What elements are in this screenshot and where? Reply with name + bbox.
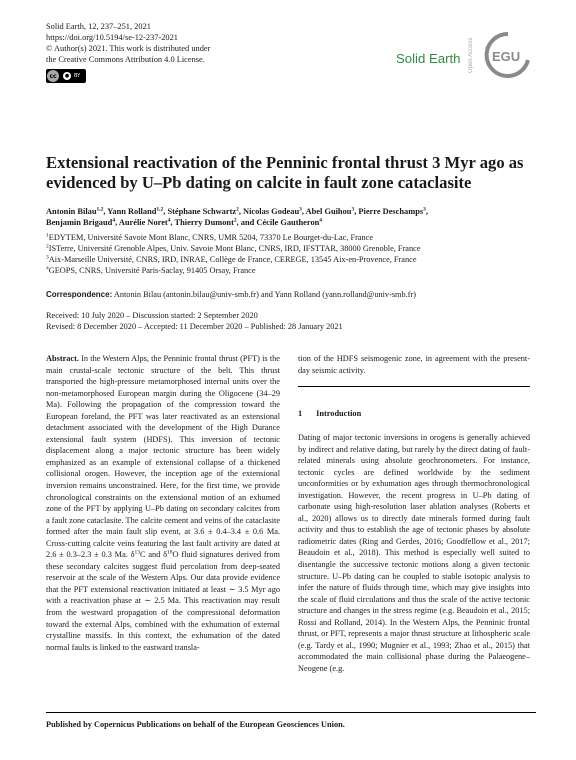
revised-dates: Revised: 8 December 2020 – Accepted: 11 December 2020 – Published: 28 January 2021 [46, 322, 343, 332]
author: Thierry Dumont$^2$, and [174, 217, 257, 227]
author: Antonin Bilau$^{1,2}$, [46, 206, 108, 216]
copyright-line: © Author(s) 2021. This work is distributed under [46, 43, 211, 53]
open-access-label: Open Access [468, 37, 474, 73]
cc-license-badge[interactable] [46, 69, 86, 83]
egu-wordmark: EGU [492, 49, 521, 64]
author: Yann Rolland$^{1,2}$, [107, 206, 168, 216]
correspondence [46, 290, 536, 301]
correspondence-text: Antonin Bilau (antonin.bilau@univ-smb.fr) and Yann Rolland (yann.rolland@univ-smb.fr) [112, 290, 417, 299]
affiliation: $^2$ISTerre, Université Grenoble Alpes, Univ. Savoie Mont Blanc, CNRS, IRD, IFSTTAR, 38000 Grenoble, France [46, 243, 421, 254]
author: Cécile Gautheron$^4$ [256, 217, 323, 227]
cc-icon: cc [46, 69, 60, 83]
by-label: BY [74, 73, 81, 79]
affiliation: $^4$GEOPS, CNRS, Université Paris-Saclay, 91405 Orsay, France [46, 265, 256, 276]
abstract-label: Abstract. [46, 354, 79, 363]
affiliation: $^3$Aix-Marseille Université, CNRS, IRD, INRAE, Collège de France, CEREGE, 13545 Aix-en-Provence, France [46, 254, 417, 265]
abstract-end-rule [298, 386, 530, 387]
publication-dates [46, 310, 343, 332]
author: Benjamin Brigaud$^4$, [46, 217, 119, 227]
affiliation-list [46, 232, 536, 276]
person-icon: ● [64, 73, 70, 79]
doi-link[interactable]: https://doi.org/10.5194/se-12-237-2021 [46, 32, 178, 42]
author: Nicolas Godeau$^3$, [243, 206, 306, 216]
journal-citation: Solid Earth, 12, 237–251, 2021 [46, 22, 151, 31]
author: Abel Guihou$^3$, [305, 206, 359, 216]
author-list [46, 207, 536, 229]
received-dates: Received: 10 July 2020 – Discussion started: 2 September 2020 [46, 311, 258, 320]
abstract-continued: tion of the HDFS seismogenic zone, in agreement with the present-day seismic activity. [298, 354, 530, 375]
section-title: Introduction [316, 409, 362, 418]
introduction-text: Dating of major tectonic inversions in orogens is generally achieved by indirect and relative dating, but rarely by the direct dating of fault-related minerals using absolute geochronometers. For instance, tectonic cycles are defined worldwide by the sediment unconformities or by exhumation ages through thermochronological investigation. However, the recent progress in U–Pb dating of carbonate using high-resolution laser ablation analyses (Roberts et al., 2020) allows us to directly date minerals formed during fault activity and thus to establish the age of tectonic phases by absolute radiometric dates (Ring and Gerdes, 2016; Goodfellow et al., 2017; Beaudoin et al., 2018). This method is especially well suited to disentangle the successive tectonic motions along a given tectonic structure. U–Pb dating can be coupled to stable isotopic analysis to infer the nature of fluids through time, which may give insights into the scale of fluid circulations and thus the scale of the active tectonic structure and changes in the stress regime (e.g. Beaudoin et al., 2015; Rossi and Rolland, 2014). In the Western Alps, the Penninic frontal thrust, or PFT, represents a major thrust structure at lithospheric scale (e.g. Tardy et al., 1990; Mugnier et al., 1993; Zhao et al., 2015) that accommodated the main collisional phase during the Palaeogene–Neogene (e.g. [298, 433, 530, 673]
author: Aurélie Noret$^4$, [118, 217, 175, 227]
egu-logo [478, 30, 538, 80]
journal-name: Solid Earth [396, 51, 461, 66]
publisher-footer: Published by Copernicus Publications on behalf of the European Geosciences Union. [46, 720, 345, 729]
section-heading [298, 409, 361, 418]
abstract: Abstract. In the Western Alps, the Penninic frontal thrust (PFT) is the main crustal-scale tectonic structure of the belt. This thrust transported the high-pressure metamorphosed internal units over the non-metamorphosed European margin during the Oligocene (34–29 Ma). Following the propagation of the compression toward the European foreland, the PFT was later reactivated as an extensional detachment associated with the development of the High Durance extensional fault system (HDFS). This inversion of tectonic displacement along a major tectonic structure has been widely emphasized as an example of extensional collapse of a thickened collisional orogen. However, the inception age of the extensional inversion remains unconstrained. Here, for the first time, we provide chronological constraints on the extensional motion of an exhumed zone of the PFT by applying U–Pb dating on secondary calcites from a fault zone cataclasite. The calcite cement and veins of the cataclasite formed after the main fault slip event, at 3.6 ± 0.4–3.4 ± 0.6 Ma. Cross-cutting calcite veins featuring the last fault activity are dated at 2.6 ± 0.3–2.3 ± 0.3 Ma. $\delta^{13}C$ and $\delta^{18}O$ fluid signatures derived from these secondary calcites suggest fluid percolation from deep-seated reservoir at the scale of the Western Alps. Our data provide evidence that the PFT extensional reactivation initiated at least ∼ 3.5 Myr ago with a reactivation phase at ∼ 2.5 Ma. This reactivation may result from the westward propagation of the compressional deformation toward the external Alps, combined with the exhumation of external crystalline massifs. In this context, the exhumation of the dated normal faults is linked to the eastward transla- [46, 354, 281, 652]
section-number: 1 [298, 409, 303, 418]
author: Stéphane Schwartz$^2$, [167, 206, 244, 216]
paper-title: Extensional reactivation of the Penninic frontal thrust 3 Myr ago as evidenced by U–Pb dating on calcite in fault zone cataclasite [46, 153, 524, 192]
citation-header [46, 22, 210, 66]
footer-rule [46, 712, 536, 713]
affiliation: $^1$EDYTEM, Université Savoie Mont Blanc, CNRS, UMR 5204, 73370 Le Bourget-du-Lac, France [46, 232, 374, 242]
correspondence-label: Correspondence: [46, 290, 113, 299]
author: Pierre Deschamps$^3$, [358, 206, 428, 216]
license-line: the Creative Commons Attribution 4.0 License. [46, 54, 205, 64]
